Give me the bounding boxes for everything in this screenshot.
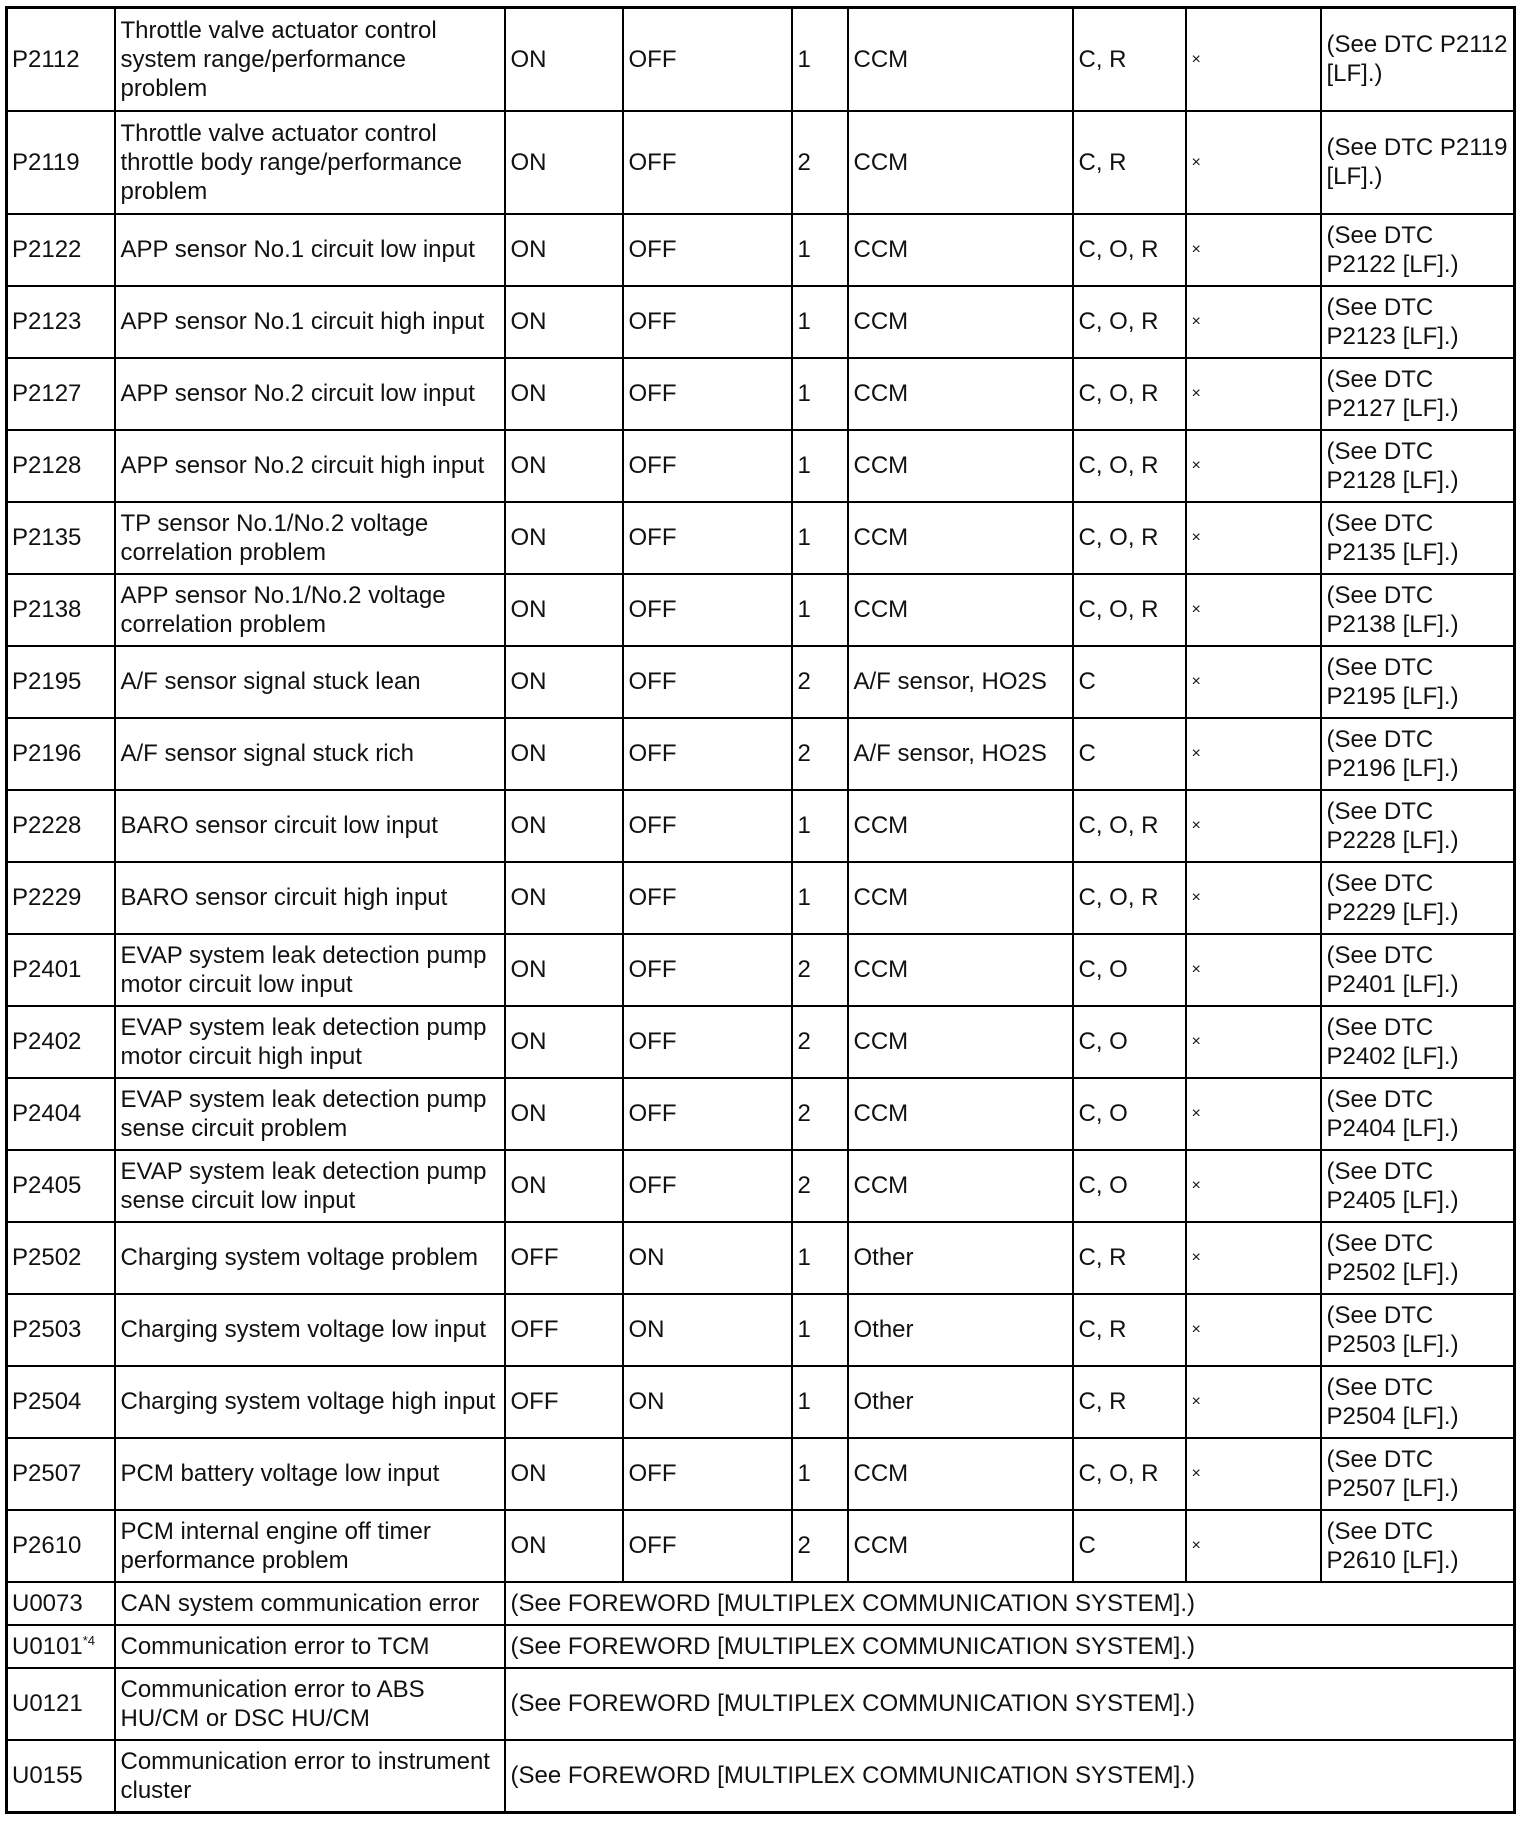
dtc-description: PCM internal engine off timer performance problem bbox=[115, 1510, 505, 1582]
monitor-item: CCM bbox=[848, 286, 1073, 358]
table-row bbox=[7, 1582, 1515, 1625]
mil-status: ON bbox=[505, 862, 623, 934]
dtc-table bbox=[5, 6, 1516, 1814]
trip-count: 2 bbox=[792, 934, 848, 1006]
table-row bbox=[7, 1438, 1515, 1510]
mil-status: ON bbox=[505, 790, 623, 862]
dtc-memory: C, R bbox=[1073, 111, 1186, 214]
table-row bbox=[7, 286, 1515, 358]
generator-status: OFF bbox=[623, 790, 792, 862]
trip-count: 1 bbox=[792, 1366, 848, 1438]
monitor-item: A/F sensor, HO2S bbox=[848, 718, 1073, 790]
monitor-item: CCM bbox=[848, 862, 1073, 934]
readiness-mark: × bbox=[1186, 214, 1321, 286]
readiness-mark: × bbox=[1186, 1510, 1321, 1582]
trip-count: 1 bbox=[792, 790, 848, 862]
trip-count: 1 bbox=[792, 862, 848, 934]
trip-count: 1 bbox=[792, 502, 848, 574]
monitor-item: CCM bbox=[848, 1006, 1073, 1078]
table-row bbox=[7, 1078, 1515, 1150]
dtc-description: Communication error to TCM bbox=[115, 1625, 505, 1668]
generator-status: OFF bbox=[623, 8, 792, 112]
readiness-mark: × bbox=[1186, 8, 1321, 112]
dtc-memory: C, O, R bbox=[1073, 214, 1186, 286]
dtc-code: P2502 bbox=[7, 1222, 115, 1294]
dtc-code: P2127 bbox=[7, 358, 115, 430]
generator-status: OFF bbox=[623, 111, 792, 214]
dtc-reference-link[interactable]: (See DTC P2502 [LF].) bbox=[1321, 1222, 1515, 1294]
dtc-memory: C, O, R bbox=[1073, 862, 1186, 934]
dtc-description: APP sensor No.1 circuit high input bbox=[115, 286, 505, 358]
dtc-description: A/F sensor signal stuck lean bbox=[115, 646, 505, 718]
generator-status: OFF bbox=[623, 1150, 792, 1222]
dtc-code: P2228 bbox=[7, 790, 115, 862]
trip-count: 1 bbox=[792, 430, 848, 502]
table-row bbox=[7, 1006, 1515, 1078]
readiness-mark: × bbox=[1186, 1078, 1321, 1150]
dtc-reference-link[interactable]: (See DTC P2128 [LF].) bbox=[1321, 430, 1515, 502]
dtc-code-text: U0101 bbox=[12, 1632, 83, 1660]
trip-count: 1 bbox=[792, 286, 848, 358]
dtc-reference-link[interactable]: (See DTC P2119 [LF].) bbox=[1321, 111, 1515, 214]
table-row bbox=[7, 214, 1515, 286]
dtc-reference-link[interactable]: (See DTC P2127 [LF].) bbox=[1321, 358, 1515, 430]
table-row bbox=[7, 1294, 1515, 1366]
dtc-memory: C, O bbox=[1073, 934, 1186, 1006]
dtc-reference-link[interactable]: (See FOREWORD [MULTIPLEX COMMUNICATION SYSTEM].) bbox=[505, 1582, 1515, 1625]
mil-status: ON bbox=[505, 430, 623, 502]
readiness-mark: × bbox=[1186, 1366, 1321, 1438]
dtc-code: P2503 bbox=[7, 1294, 115, 1366]
monitor-item: CCM bbox=[848, 8, 1073, 112]
mil-status: OFF bbox=[505, 1366, 623, 1438]
dtc-description: Charging system voltage low input bbox=[115, 1294, 505, 1366]
dtc-description: Communication error to instrument cluster bbox=[115, 1740, 505, 1813]
dtc-reference-link[interactable]: (See DTC P2401 [LF].) bbox=[1321, 934, 1515, 1006]
dtc-memory: C, R bbox=[1073, 8, 1186, 112]
dtc-code: P2196 bbox=[7, 718, 115, 790]
trip-count: 2 bbox=[792, 718, 848, 790]
dtc-description: BARO sensor circuit low input bbox=[115, 790, 505, 862]
dtc-code-text: U0121 bbox=[12, 1690, 83, 1717]
trip-count: 1 bbox=[792, 358, 848, 430]
readiness-mark: × bbox=[1186, 358, 1321, 430]
mil-status: ON bbox=[505, 718, 623, 790]
generator-status: ON bbox=[623, 1222, 792, 1294]
mil-status: ON bbox=[505, 646, 623, 718]
dtc-reference-link[interactable]: (See DTC P2405 [LF].) bbox=[1321, 1150, 1515, 1222]
dtc-memory: C bbox=[1073, 718, 1186, 790]
dtc-memory: C, R bbox=[1073, 1366, 1186, 1438]
dtc-code: P2119 bbox=[7, 111, 115, 214]
dtc-reference-link[interactable]: (See DTC P2503 [LF].) bbox=[1321, 1294, 1515, 1366]
generator-status: OFF bbox=[623, 286, 792, 358]
dtc-memory: C, O, R bbox=[1073, 1438, 1186, 1510]
dtc-code: P2195 bbox=[7, 646, 115, 718]
table-row bbox=[7, 934, 1515, 1006]
generator-status: OFF bbox=[623, 1438, 792, 1510]
dtc-description: APP sensor No.1/No.2 voltage correlation problem bbox=[115, 574, 505, 646]
generator-status: OFF bbox=[623, 1078, 792, 1150]
mil-status: ON bbox=[505, 574, 623, 646]
generator-status: OFF bbox=[623, 862, 792, 934]
dtc-reference-link[interactable]: (See DTC P2504 [LF].) bbox=[1321, 1366, 1515, 1438]
table-row bbox=[7, 1150, 1515, 1222]
mil-status: ON bbox=[505, 214, 623, 286]
dtc-reference-link[interactable]: (See DTC P2229 [LF].) bbox=[1321, 862, 1515, 934]
trip-count: 2 bbox=[792, 1078, 848, 1150]
dtc-memory: C bbox=[1073, 646, 1186, 718]
dtc-code: P2128 bbox=[7, 430, 115, 502]
dtc-reference-link[interactable]: (See DTC P2123 [LF].) bbox=[1321, 286, 1515, 358]
readiness-mark: × bbox=[1186, 718, 1321, 790]
monitor-item: CCM bbox=[848, 1150, 1073, 1222]
trip-count: 2 bbox=[792, 1150, 848, 1222]
trip-count: 1 bbox=[792, 574, 848, 646]
mil-status: ON bbox=[505, 286, 623, 358]
mil-status: ON bbox=[505, 111, 623, 214]
dtc-description: CAN system communication error bbox=[115, 1582, 505, 1625]
dtc-code bbox=[7, 1668, 115, 1740]
trip-count: 2 bbox=[792, 111, 848, 214]
dtc-description: A/F sensor signal stuck rich bbox=[115, 718, 505, 790]
dtc-reference-link[interactable]: (See FOREWORD [MULTIPLEX COMMUNICATION SYSTEM].) bbox=[505, 1740, 1515, 1813]
dtc-code: P2402 bbox=[7, 1006, 115, 1078]
dtc-memory: C, O bbox=[1073, 1150, 1186, 1222]
mil-status: OFF bbox=[505, 1294, 623, 1366]
readiness-mark: × bbox=[1186, 1222, 1321, 1294]
dtc-code: P2135 bbox=[7, 502, 115, 574]
dtc-memory: C, O bbox=[1073, 1078, 1186, 1150]
monitor-item: CCM bbox=[848, 934, 1073, 1006]
dtc-reference-link[interactable]: (See FOREWORD [MULTIPLEX COMMUNICATION SYSTEM].) bbox=[505, 1668, 1515, 1740]
generator-status: OFF bbox=[623, 430, 792, 502]
table-row bbox=[7, 1510, 1515, 1582]
monitor-item: CCM bbox=[848, 502, 1073, 574]
mil-status: OFF bbox=[505, 1222, 623, 1294]
dtc-reference-link[interactable]: (See DTC P2507 [LF].) bbox=[1321, 1438, 1515, 1510]
monitor-item: Other bbox=[848, 1294, 1073, 1366]
dtc-reference-link[interactable]: (See DTC P2610 [LF].) bbox=[1321, 1510, 1515, 1582]
readiness-mark: × bbox=[1186, 1150, 1321, 1222]
dtc-code bbox=[7, 1625, 115, 1668]
dtc-code: P2507 bbox=[7, 1438, 115, 1510]
dtc-code: P2405 bbox=[7, 1150, 115, 1222]
dtc-memory: C, R bbox=[1073, 1294, 1186, 1366]
mil-status: ON bbox=[505, 358, 623, 430]
monitor-item: CCM bbox=[848, 214, 1073, 286]
mil-status: ON bbox=[505, 1078, 623, 1150]
mil-status: ON bbox=[505, 1510, 623, 1582]
generator-status: OFF bbox=[623, 574, 792, 646]
monitor-item: CCM bbox=[848, 1078, 1073, 1150]
generator-status: OFF bbox=[623, 358, 792, 430]
dtc-code: P2229 bbox=[7, 862, 115, 934]
dtc-code: P2138 bbox=[7, 574, 115, 646]
readiness-mark: × bbox=[1186, 646, 1321, 718]
trip-count: 2 bbox=[792, 1510, 848, 1582]
dtc-reference-link[interactable]: (See DTC P2112 [LF].) bbox=[1321, 8, 1515, 112]
mil-status: ON bbox=[505, 502, 623, 574]
table-row bbox=[7, 718, 1515, 790]
dtc-memory: C, O, R bbox=[1073, 430, 1186, 502]
monitor-item: CCM bbox=[848, 790, 1073, 862]
dtc-description: Throttle valve actuator control throttle body range/performance problem bbox=[115, 111, 505, 214]
dtc-code: P2401 bbox=[7, 934, 115, 1006]
dtc-description: APP sensor No.1 circuit low input bbox=[115, 214, 505, 286]
monitor-item: CCM bbox=[848, 1438, 1073, 1510]
mil-status: ON bbox=[505, 1006, 623, 1078]
table-row bbox=[7, 790, 1515, 862]
dtc-reference-link[interactable]: (See DTC P2138 [LF].) bbox=[1321, 574, 1515, 646]
dtc-reference-link[interactable]: (See DTC P2404 [LF].) bbox=[1321, 1078, 1515, 1150]
mil-status: ON bbox=[505, 934, 623, 1006]
generator-status: ON bbox=[623, 1366, 792, 1438]
dtc-reference-link[interactable]: (See DTC P2122 [LF].) bbox=[1321, 214, 1515, 286]
dtc-description: Charging system voltage problem bbox=[115, 1222, 505, 1294]
trip-count: 1 bbox=[792, 214, 848, 286]
dtc-description: EVAP system leak detection pump sense circuit problem bbox=[115, 1078, 505, 1150]
table-row bbox=[7, 502, 1515, 574]
monitor-item: Other bbox=[848, 1222, 1073, 1294]
dtc-reference-link[interactable]: (See DTC P2196 [LF].) bbox=[1321, 718, 1515, 790]
table-row bbox=[7, 646, 1515, 718]
table-row bbox=[7, 1625, 1515, 1668]
dtc-memory: C, O bbox=[1073, 1006, 1186, 1078]
readiness-mark: × bbox=[1186, 111, 1321, 214]
table-row bbox=[7, 1222, 1515, 1294]
dtc-code: P2122 bbox=[7, 214, 115, 286]
dtc-code bbox=[7, 1582, 115, 1625]
dtc-memory: C, R bbox=[1073, 1222, 1186, 1294]
trip-count: 1 bbox=[792, 1438, 848, 1510]
dtc-description: EVAP system leak detection pump sense circuit low input bbox=[115, 1150, 505, 1222]
table-row bbox=[7, 430, 1515, 502]
mil-status: ON bbox=[505, 1150, 623, 1222]
dtc-description: EVAP system leak detection pump motor circuit low input bbox=[115, 934, 505, 1006]
readiness-mark: × bbox=[1186, 862, 1321, 934]
dtc-description: APP sensor No.2 circuit low input bbox=[115, 358, 505, 430]
readiness-mark: × bbox=[1186, 286, 1321, 358]
dtc-code: P2610 bbox=[7, 1510, 115, 1582]
table-row bbox=[7, 862, 1515, 934]
dtc-reference-link[interactable]: (See DTC P2135 [LF].) bbox=[1321, 502, 1515, 574]
readiness-mark: × bbox=[1186, 1438, 1321, 1510]
trip-count: 1 bbox=[792, 1294, 848, 1366]
readiness-mark: × bbox=[1186, 790, 1321, 862]
table-row bbox=[7, 574, 1515, 646]
dtc-description: Throttle valve actuator control system range/performance problem bbox=[115, 8, 505, 112]
dtc-code-text: U0073 bbox=[12, 1589, 83, 1617]
generator-status: ON bbox=[623, 1294, 792, 1366]
dtc-reference-link[interactable]: (See DTC P2402 [LF].) bbox=[1321, 1006, 1515, 1078]
dtc-memory: C, O, R bbox=[1073, 574, 1186, 646]
dtc-description: APP sensor No.2 circuit high input bbox=[115, 430, 505, 502]
generator-status: OFF bbox=[623, 1006, 792, 1078]
trip-count: 1 bbox=[792, 1222, 848, 1294]
dtc-reference-link[interactable]: (See DTC P2228 [LF].) bbox=[1321, 790, 1515, 862]
dtc-memory: C, O, R bbox=[1073, 502, 1186, 574]
dtc-code: P2404 bbox=[7, 1078, 115, 1150]
readiness-mark: × bbox=[1186, 574, 1321, 646]
dtc-memory: C, O, R bbox=[1073, 358, 1186, 430]
trip-count: 1 bbox=[792, 8, 848, 112]
readiness-mark: × bbox=[1186, 1294, 1321, 1366]
dtc-memory: C, O, R bbox=[1073, 790, 1186, 862]
dtc-description: Charging system voltage high input bbox=[115, 1366, 505, 1438]
dtc-code: P2123 bbox=[7, 286, 115, 358]
monitor-item: CCM bbox=[848, 430, 1073, 502]
readiness-mark: × bbox=[1186, 934, 1321, 1006]
generator-status: OFF bbox=[623, 718, 792, 790]
readiness-mark: × bbox=[1186, 430, 1321, 502]
mil-status: ON bbox=[505, 1438, 623, 1510]
monitor-item: CCM bbox=[848, 111, 1073, 214]
table-row bbox=[7, 1740, 1515, 1813]
footnote-marker: *4 bbox=[82, 1632, 96, 1648]
monitor-item: A/F sensor, HO2S bbox=[848, 646, 1073, 718]
readiness-mark: × bbox=[1186, 1006, 1321, 1078]
table-row bbox=[7, 358, 1515, 430]
mil-status: ON bbox=[505, 8, 623, 112]
dtc-description: BARO sensor circuit high input bbox=[115, 862, 505, 934]
monitor-item: CCM bbox=[848, 574, 1073, 646]
dtc-description: TP sensor No.1/No.2 voltage correlation problem bbox=[115, 502, 505, 574]
table-row bbox=[7, 111, 1515, 214]
monitor-item: Other bbox=[848, 1366, 1073, 1438]
dtc-code bbox=[7, 1740, 115, 1813]
dtc-description: PCM battery voltage low input bbox=[115, 1438, 505, 1510]
dtc-memory: C bbox=[1073, 1510, 1186, 1582]
dtc-description: Communication error to ABS HU/CM or DSC HU/CM bbox=[115, 1668, 505, 1740]
generator-status: OFF bbox=[623, 502, 792, 574]
generator-status: OFF bbox=[623, 934, 792, 1006]
dtc-memory: C, O, R bbox=[1073, 286, 1186, 358]
dtc-code: P2112 bbox=[7, 8, 115, 112]
table-row bbox=[7, 1366, 1515, 1438]
readiness-mark: × bbox=[1186, 502, 1321, 574]
generator-status: OFF bbox=[623, 646, 792, 718]
generator-status: OFF bbox=[623, 1510, 792, 1582]
dtc-reference-link[interactable]: (See FOREWORD [MULTIPLEX COMMUNICATION SYSTEM].) bbox=[505, 1625, 1515, 1668]
monitor-item: CCM bbox=[848, 358, 1073, 430]
table-row bbox=[7, 8, 1515, 112]
trip-count: 2 bbox=[792, 1006, 848, 1078]
monitor-item: CCM bbox=[848, 1510, 1073, 1582]
dtc-code-text: U0155 bbox=[12, 1762, 83, 1789]
generator-status: OFF bbox=[623, 214, 792, 286]
dtc-description: EVAP system leak detection pump motor circuit high input bbox=[115, 1006, 505, 1078]
trip-count: 2 bbox=[792, 646, 848, 718]
table-row bbox=[7, 1668, 1515, 1740]
dtc-reference-link[interactable]: (See DTC P2195 [LF].) bbox=[1321, 646, 1515, 718]
dtc-code: P2504 bbox=[7, 1366, 115, 1438]
